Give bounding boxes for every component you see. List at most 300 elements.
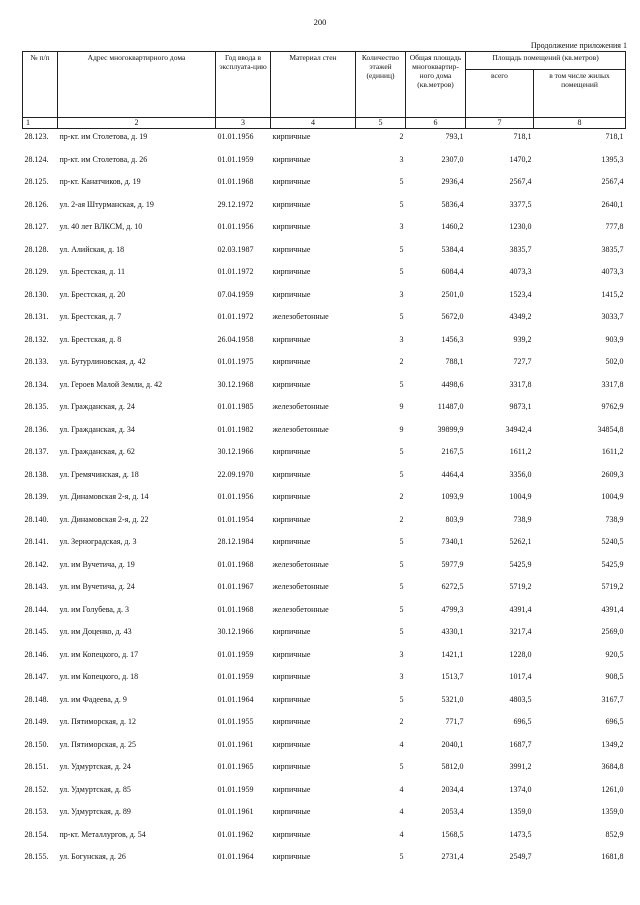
table-row bbox=[23, 290, 626, 313]
column-number: 4 bbox=[271, 118, 356, 129]
premises-total-cell: 1470,2 bbox=[509, 154, 532, 164]
wall-material-cell: кирпичные bbox=[272, 514, 311, 524]
floors-cell: 5 bbox=[399, 694, 404, 704]
total-area-cell: 5384,4 bbox=[441, 244, 464, 254]
premises-total-cell: 5719,2 bbox=[509, 582, 532, 591]
wall-material-cell: кирпичные bbox=[272, 334, 311, 344]
table-row bbox=[23, 852, 626, 875]
year-built-cell: 30.12.1968 bbox=[217, 379, 254, 389]
row-number-cell: 28.139. bbox=[24, 492, 49, 501]
row-number-cell: 28.135. bbox=[24, 402, 49, 411]
premises-total-cell: 1230,0 bbox=[509, 222, 532, 231]
floors-cell: 5 bbox=[399, 469, 404, 479]
column-number: 1 bbox=[23, 118, 58, 129]
premises-living-cell: 1359,0 bbox=[601, 807, 624, 816]
address-cell: пр-кт. им Столетова, д. 26 bbox=[59, 154, 148, 164]
wall-material-cell: кирпичные bbox=[272, 267, 311, 276]
table-row bbox=[23, 605, 626, 628]
row-number-cell: 28.127. bbox=[24, 222, 49, 231]
year-built-cell: 01.01.1965 bbox=[217, 762, 254, 771]
address-cell: ул. Гражданская, д. 24 bbox=[59, 402, 135, 411]
table-row bbox=[23, 470, 626, 493]
row-number-cell: 28.137. bbox=[24, 447, 49, 456]
address-cell: ул. Гражданская, д. 62 bbox=[59, 447, 135, 456]
premises-total-cell: 939,2 bbox=[513, 334, 532, 344]
header-address: Адрес многоквартирного дома bbox=[58, 52, 216, 118]
premises-total-cell: 2549,7 bbox=[509, 852, 532, 861]
total-area-cell: 1456,3 bbox=[441, 334, 464, 344]
address-cell: ул. им Вучетича, д. 24 bbox=[59, 582, 135, 591]
year-built-cell: 01.01.1961 bbox=[217, 807, 254, 816]
header-year: Год ввода в эксплуата-цию bbox=[216, 52, 271, 118]
floors-cell: 5 bbox=[399, 627, 404, 636]
floors-cell: 5 bbox=[399, 559, 404, 569]
year-built-cell: 01.01.1956 bbox=[217, 222, 254, 231]
floors-cell: 4 bbox=[399, 807, 404, 816]
total-area-cell: 803,9 bbox=[445, 514, 464, 524]
floors-cell: 5 bbox=[399, 379, 404, 389]
floors-cell: 2 bbox=[399, 357, 404, 366]
wall-material-cell: кирпичные bbox=[272, 492, 311, 501]
table-row bbox=[23, 537, 626, 560]
header-premises-area: Площадь помещений (кв.метров) bbox=[466, 52, 626, 70]
row-number-cell: 28.152. bbox=[24, 784, 49, 794]
wall-material-cell: железобетонные bbox=[272, 604, 329, 614]
floors-cell: 3 bbox=[399, 334, 404, 344]
table-row bbox=[23, 380, 626, 403]
table-row bbox=[23, 627, 626, 650]
premises-total-cell: 4349,2 bbox=[509, 312, 532, 321]
floors-cell: 5 bbox=[399, 852, 404, 861]
year-built-cell: 01.01.1968 bbox=[217, 559, 254, 569]
premises-living-cell: 502,0 bbox=[605, 357, 624, 366]
premises-living-cell: 3317,8 bbox=[601, 379, 624, 389]
continuation-note: Продолжение приложения 1 bbox=[530, 41, 627, 50]
year-built-cell: 01.01.1959 bbox=[217, 649, 254, 659]
year-built-cell: 01.01.1962 bbox=[217, 829, 254, 839]
row-number-cell: 28.136. bbox=[24, 424, 49, 434]
row-number-cell: 28.153. bbox=[24, 807, 49, 816]
floors-cell: 5 bbox=[399, 447, 404, 456]
table-row bbox=[23, 740, 626, 763]
column-number: 8 bbox=[534, 118, 626, 129]
premises-living-cell: 777,8 bbox=[605, 222, 624, 231]
premises-living-cell: 1415,2 bbox=[601, 289, 624, 299]
row-number-cell: 28.125. bbox=[24, 177, 49, 186]
total-area-cell: 5977,9 bbox=[441, 559, 464, 569]
address-cell: ул. им Голубева, д. 3 bbox=[59, 604, 129, 614]
year-built-cell: 01.01.1955 bbox=[217, 717, 254, 726]
address-cell: ул. Бутурлиновская, д. 42 bbox=[59, 357, 146, 366]
address-cell: ул. Гремячинская, д. 18 bbox=[59, 469, 139, 479]
total-area-cell: 5672,0 bbox=[441, 312, 464, 321]
table-row bbox=[23, 830, 626, 853]
table-row bbox=[23, 222, 626, 245]
floors-cell: 3 bbox=[399, 154, 404, 164]
premises-total-cell: 3835,7 bbox=[509, 244, 532, 254]
premises-total-cell: 9873,1 bbox=[509, 402, 532, 411]
floors-cell: 4 bbox=[399, 784, 404, 794]
year-built-cell: 02.03.1987 bbox=[217, 244, 254, 254]
table-row bbox=[23, 560, 626, 583]
row-number-cell: 28.146. bbox=[24, 649, 49, 659]
wall-material-cell: кирпичные bbox=[272, 739, 311, 749]
year-built-cell: 01.01.1964 bbox=[217, 852, 254, 861]
floors-cell: 3 bbox=[399, 672, 404, 681]
premises-total-cell: 5262,1 bbox=[509, 537, 532, 546]
wall-material-cell: кирпичные bbox=[272, 222, 311, 231]
row-number-cell: 28.130. bbox=[24, 289, 49, 299]
floors-cell: 9 bbox=[399, 402, 404, 411]
wall-material-cell: кирпичные bbox=[272, 357, 311, 366]
header-material: Материал стен bbox=[271, 52, 356, 118]
row-number-cell: 28.129. bbox=[24, 267, 49, 276]
premises-total-cell: 727,7 bbox=[513, 357, 532, 366]
column-number: 2 bbox=[58, 118, 216, 129]
address-cell: ул. им Копецкого, д. 18 bbox=[59, 672, 139, 681]
address-cell: ул. им Доценко, д. 43 bbox=[59, 627, 132, 636]
wall-material-cell: кирпичные bbox=[272, 154, 311, 164]
wall-material-cell: кирпичные bbox=[272, 447, 311, 456]
year-built-cell: 01.01.1968 bbox=[217, 604, 254, 614]
address-cell: ул. им Копецкого, д. 17 bbox=[59, 649, 139, 659]
total-area-cell: 39899,9 bbox=[437, 424, 464, 434]
floors-cell: 5 bbox=[399, 604, 404, 614]
address-cell: ул. Алийская, д. 18 bbox=[59, 244, 125, 254]
total-area-cell: 2034,4 bbox=[441, 784, 464, 794]
column-number: 7 bbox=[466, 118, 534, 129]
wall-material-cell: кирпичные bbox=[272, 784, 311, 794]
row-number-cell: 28.145. bbox=[24, 627, 49, 636]
total-area-cell: 1568,5 bbox=[441, 829, 464, 839]
wall-material-cell: железобетонные bbox=[272, 312, 329, 321]
row-number-cell: 28.144. bbox=[24, 604, 49, 614]
table-row bbox=[23, 177, 626, 200]
premises-living-cell: 1349,2 bbox=[601, 739, 624, 749]
year-built-cell: 01.01.1959 bbox=[217, 672, 254, 681]
year-built-cell: 01.01.1959 bbox=[217, 784, 254, 794]
total-area-cell: 4498,6 bbox=[441, 379, 464, 389]
row-number-cell: 28.141. bbox=[24, 537, 49, 546]
table-row bbox=[23, 425, 626, 448]
row-number-cell: 28.131. bbox=[24, 312, 49, 321]
premises-total-cell: 1523,4 bbox=[509, 289, 532, 299]
wall-material-cell: кирпичные bbox=[272, 627, 311, 636]
year-built-cell: 01.01.1956 bbox=[217, 132, 254, 141]
address-cell: пр-кт. Канатчиков, д. 19 bbox=[59, 177, 141, 186]
table-row bbox=[23, 402, 626, 425]
wall-material-cell: кирпичные bbox=[272, 852, 311, 861]
wall-material-cell: кирпичные bbox=[272, 289, 311, 299]
premises-living-cell: 5719,2 bbox=[601, 582, 624, 591]
floors-cell: 3 bbox=[399, 289, 404, 299]
premises-living-cell: 1611,2 bbox=[601, 447, 624, 456]
row-number-cell: 28.155. bbox=[24, 852, 49, 861]
premises-total-cell: 696,5 bbox=[513, 717, 532, 726]
year-built-cell: 01.01.1982 bbox=[217, 424, 254, 434]
year-built-cell: 22.09.1970 bbox=[217, 469, 254, 479]
premises-living-cell: 3684,8 bbox=[601, 762, 624, 771]
premises-total-cell: 738,9 bbox=[513, 514, 532, 524]
year-built-cell: 30.12.1966 bbox=[217, 447, 254, 456]
total-area-cell: 1093,9 bbox=[441, 492, 464, 501]
premises-total-cell: 4803,5 bbox=[509, 694, 532, 704]
row-number-cell: 28.154. bbox=[24, 829, 49, 839]
floors-cell: 5 bbox=[399, 177, 404, 186]
address-cell: ул. Удмуртская, д. 85 bbox=[59, 784, 131, 794]
total-area-cell: 6084,4 bbox=[441, 267, 464, 276]
table-row bbox=[23, 515, 626, 538]
premises-total-cell: 1687,7 bbox=[509, 739, 532, 749]
premises-living-cell: 2567,4 bbox=[601, 177, 624, 186]
total-area-cell: 5812,0 bbox=[441, 762, 464, 771]
premises-living-cell: 9762,9 bbox=[601, 402, 624, 411]
premises-total-cell: 1228,0 bbox=[509, 649, 532, 659]
wall-material-cell: железобетонные bbox=[272, 424, 329, 434]
row-number-cell: 28.124. bbox=[24, 154, 49, 164]
floors-cell: 4 bbox=[399, 739, 404, 749]
year-built-cell: 01.01.1972 bbox=[217, 312, 254, 321]
premises-living-cell: 4391,4 bbox=[601, 604, 624, 614]
address-cell: ул. Удмуртская, д. 24 bbox=[59, 762, 131, 771]
year-built-cell: 01.01.1967 bbox=[217, 582, 254, 591]
address-cell: ул. Зерноградская, д. 3 bbox=[59, 537, 137, 546]
row-number-cell: 28.151. bbox=[24, 762, 49, 771]
table-row bbox=[23, 695, 626, 718]
total-area-cell: 793,1 bbox=[445, 132, 464, 141]
year-built-cell: 01.01.1959 bbox=[217, 154, 254, 164]
total-area-cell: 771,7 bbox=[445, 717, 464, 726]
column-number: 6 bbox=[406, 118, 466, 129]
wall-material-cell: кирпичные bbox=[272, 132, 311, 141]
total-area-cell: 2053,4 bbox=[441, 807, 464, 816]
premises-total-cell: 3991,2 bbox=[509, 762, 532, 771]
address-cell: ул. им Фадеева, д. 9 bbox=[59, 694, 127, 704]
premises-living-cell: 852,9 bbox=[605, 829, 624, 839]
row-number-cell: 28.150. bbox=[24, 739, 49, 749]
table-row bbox=[23, 357, 626, 380]
year-built-cell: 01.01.1956 bbox=[217, 492, 254, 501]
address-cell: ул. Пятиморская, д. 25 bbox=[59, 739, 137, 749]
table-row bbox=[23, 335, 626, 358]
address-cell: ул. Динамовская 2-я, д. 22 bbox=[59, 514, 149, 524]
address-cell: ул. Брестская, д. 7 bbox=[59, 312, 122, 321]
table-row bbox=[23, 200, 626, 223]
row-number-cell: 28.126. bbox=[24, 199, 49, 209]
premises-living-cell: 5240,5 bbox=[601, 537, 624, 546]
wall-material-cell: кирпичные bbox=[272, 177, 311, 186]
premises-total-cell: 1017,4 bbox=[509, 672, 532, 681]
total-area-cell: 1421,1 bbox=[441, 649, 464, 659]
wall-material-cell: кирпичные bbox=[272, 694, 311, 704]
premises-total-cell: 4391,4 bbox=[509, 604, 532, 614]
address-cell: ул. Динамовская 2-я, д. 14 bbox=[59, 492, 149, 501]
premises-living-cell: 1261,0 bbox=[601, 784, 624, 794]
premises-living-cell: 4073,3 bbox=[601, 267, 624, 276]
total-area-cell: 4799,3 bbox=[441, 604, 464, 614]
premises-total-cell: 5425,9 bbox=[509, 559, 532, 569]
premises-living-cell: 718,1 bbox=[605, 132, 624, 141]
total-area-cell: 4330,1 bbox=[441, 627, 464, 636]
floors-cell: 2 bbox=[399, 514, 404, 524]
wall-material-cell: кирпичные bbox=[272, 762, 311, 771]
premises-living-cell: 696,5 bbox=[605, 717, 624, 726]
address-cell: ул. им Вучетича, д. 19 bbox=[59, 559, 135, 569]
premises-living-cell: 1004,9 bbox=[601, 492, 624, 501]
wall-material-cell: железобетонные bbox=[272, 402, 329, 411]
year-built-cell: 29.12.1972 bbox=[217, 199, 254, 209]
floors-cell: 5 bbox=[399, 537, 404, 546]
year-built-cell: 01.01.1954 bbox=[217, 514, 254, 524]
premises-total-cell: 1374,0 bbox=[509, 784, 532, 794]
total-area-cell: 4464,4 bbox=[441, 469, 464, 479]
total-area-cell: 2936,4 bbox=[441, 177, 464, 186]
premises-living-cell: 908,5 bbox=[605, 672, 624, 681]
premises-total-cell: 3217,4 bbox=[509, 627, 532, 636]
premises-total-cell: 3377,5 bbox=[509, 199, 532, 209]
table-row bbox=[23, 312, 626, 335]
premises-total-cell: 1473,5 bbox=[509, 829, 532, 839]
header-premises-living: в том числе жилых помещений bbox=[534, 70, 626, 118]
address-cell: ул. Гражданская, д. 34 bbox=[59, 424, 135, 434]
row-number-cell: 28.138. bbox=[24, 469, 49, 479]
total-area-cell: 788,1 bbox=[445, 357, 464, 366]
premises-total-cell: 718,1 bbox=[513, 132, 532, 141]
address-cell: ул. Брестская, д. 11 bbox=[59, 267, 125, 276]
housing-table bbox=[22, 51, 626, 875]
column-number: 3 bbox=[216, 118, 271, 129]
year-built-cell: 01.01.1985 bbox=[217, 402, 254, 411]
table-row bbox=[23, 245, 626, 268]
address-cell: пр-кт. Металлургов, д. 54 bbox=[59, 829, 146, 839]
row-number-cell: 28.142. bbox=[24, 559, 49, 569]
page-number: 200 bbox=[313, 17, 327, 27]
address-cell: пр-кт. им Столетова, д. 19 bbox=[59, 132, 148, 141]
premises-total-cell: 3356,0 bbox=[509, 469, 532, 479]
premises-living-cell: 2609,3 bbox=[601, 469, 624, 479]
floors-cell: 2 bbox=[399, 717, 404, 726]
wall-material-cell: кирпичные bbox=[272, 807, 311, 816]
floors-cell: 3 bbox=[399, 222, 404, 231]
address-cell: ул. Пятиморская, д. 12 bbox=[59, 717, 137, 726]
wall-material-cell: кирпичные bbox=[272, 379, 311, 389]
floors-cell: 3 bbox=[399, 649, 404, 659]
year-built-cell: 07.04.1959 bbox=[217, 289, 254, 299]
premises-living-cell: 2640,1 bbox=[601, 199, 624, 209]
premises-living-cell: 738,9 bbox=[605, 514, 624, 524]
table-row bbox=[23, 762, 626, 785]
premises-total-cell: 1611,2 bbox=[509, 447, 532, 456]
premises-living-cell: 5425,9 bbox=[601, 559, 624, 569]
total-area-cell: 2040,1 bbox=[441, 739, 464, 749]
floors-cell: 5 bbox=[399, 267, 404, 276]
header-premises-total: всего bbox=[466, 70, 534, 118]
address-cell: ул. Героев Малой Земли, д. 42 bbox=[59, 379, 163, 389]
table-row bbox=[23, 447, 626, 470]
row-number-cell: 28.132. bbox=[24, 334, 49, 344]
table-row bbox=[23, 492, 626, 515]
premises-total-cell: 2567,4 bbox=[509, 177, 532, 186]
year-built-cell: 01.01.1961 bbox=[217, 739, 254, 749]
table-row bbox=[23, 132, 626, 155]
row-number-cell: 28.134. bbox=[24, 379, 49, 389]
year-built-cell: 26.04.1958 bbox=[217, 334, 254, 344]
column-number: 5 bbox=[356, 118, 406, 129]
table-row bbox=[23, 672, 626, 695]
wall-material-cell: кирпичные bbox=[272, 199, 311, 209]
table-row bbox=[23, 582, 626, 605]
premises-total-cell: 1004,9 bbox=[509, 492, 532, 501]
total-area-cell: 1460,2 bbox=[441, 222, 464, 231]
row-number-cell: 28.143. bbox=[24, 582, 49, 591]
premises-living-cell: 903,9 bbox=[605, 334, 624, 344]
row-number-cell: 28.133. bbox=[24, 357, 49, 366]
total-area-cell: 5836,4 bbox=[441, 199, 464, 209]
wall-material-cell: кирпичные bbox=[272, 244, 311, 254]
premises-total-cell: 1359,0 bbox=[509, 807, 532, 816]
floors-cell: 5 bbox=[399, 312, 404, 321]
floors-cell: 9 bbox=[399, 424, 404, 434]
column-number-row bbox=[23, 118, 626, 129]
premises-total-cell: 3317,8 bbox=[509, 379, 532, 389]
wall-material-cell: кирпичные bbox=[272, 537, 311, 546]
year-built-cell: 01.01.1968 bbox=[217, 177, 254, 186]
premises-living-cell: 3167,7 bbox=[601, 694, 624, 704]
wall-material-cell: железобетонные bbox=[272, 582, 329, 591]
header-total-area: Общая площадь многоквартир-ного дома (кв.метров) bbox=[406, 52, 466, 118]
address-cell: ул. Удмуртская, д. 89 bbox=[59, 807, 131, 816]
premises-living-cell: 3033,7 bbox=[601, 312, 624, 321]
premises-total-cell: 34942,4 bbox=[505, 424, 532, 434]
floors-cell: 2 bbox=[399, 492, 404, 501]
total-area-cell: 5321,0 bbox=[441, 694, 464, 704]
row-number-cell: 28.149. bbox=[24, 717, 49, 726]
total-area-cell: 6272,5 bbox=[441, 582, 464, 591]
year-built-cell: 01.01.1972 bbox=[217, 267, 254, 276]
year-built-cell: 28.12.1984 bbox=[217, 537, 254, 546]
total-area-cell: 11487,0 bbox=[437, 402, 464, 411]
wall-material-cell: кирпичные bbox=[272, 672, 311, 681]
premises-total-cell: 4073,3 bbox=[509, 267, 532, 276]
wall-material-cell: кирпичные bbox=[272, 469, 311, 479]
row-number-cell: 28.148. bbox=[24, 694, 49, 704]
row-number-cell: 28.147. bbox=[24, 672, 49, 681]
address-cell: ул. Богунская, д. 26 bbox=[59, 852, 126, 861]
total-area-cell: 2167,5 bbox=[441, 447, 464, 456]
total-area-cell: 2307,0 bbox=[441, 154, 464, 164]
total-area-cell: 7340,1 bbox=[441, 537, 464, 546]
address-cell: ул. 2-ая Штурманская, д. 19 bbox=[59, 199, 154, 209]
row-number-cell: 28.123. bbox=[24, 132, 49, 141]
total-area-cell: 2731,4 bbox=[441, 852, 464, 861]
wall-material-cell: железобетонные bbox=[272, 559, 329, 569]
floors-cell: 5 bbox=[399, 199, 404, 209]
row-number-cell: 28.128. bbox=[24, 244, 49, 254]
year-built-cell: 01.01.1964 bbox=[217, 694, 254, 704]
table-row bbox=[23, 785, 626, 808]
table-row bbox=[23, 267, 626, 290]
floors-cell: 5 bbox=[399, 762, 404, 771]
wall-material-cell: кирпичные bbox=[272, 829, 311, 839]
floors-cell: 5 bbox=[399, 582, 404, 591]
floors-cell: 4 bbox=[399, 829, 404, 839]
table-row bbox=[23, 807, 626, 830]
wall-material-cell: кирпичные bbox=[272, 717, 311, 726]
premises-living-cell: 1395,3 bbox=[601, 154, 624, 164]
address-cell: ул. Брестская, д. 8 bbox=[59, 334, 122, 344]
total-area-cell: 2501,0 bbox=[441, 289, 464, 299]
year-built-cell: 01.01.1975 bbox=[217, 357, 254, 366]
